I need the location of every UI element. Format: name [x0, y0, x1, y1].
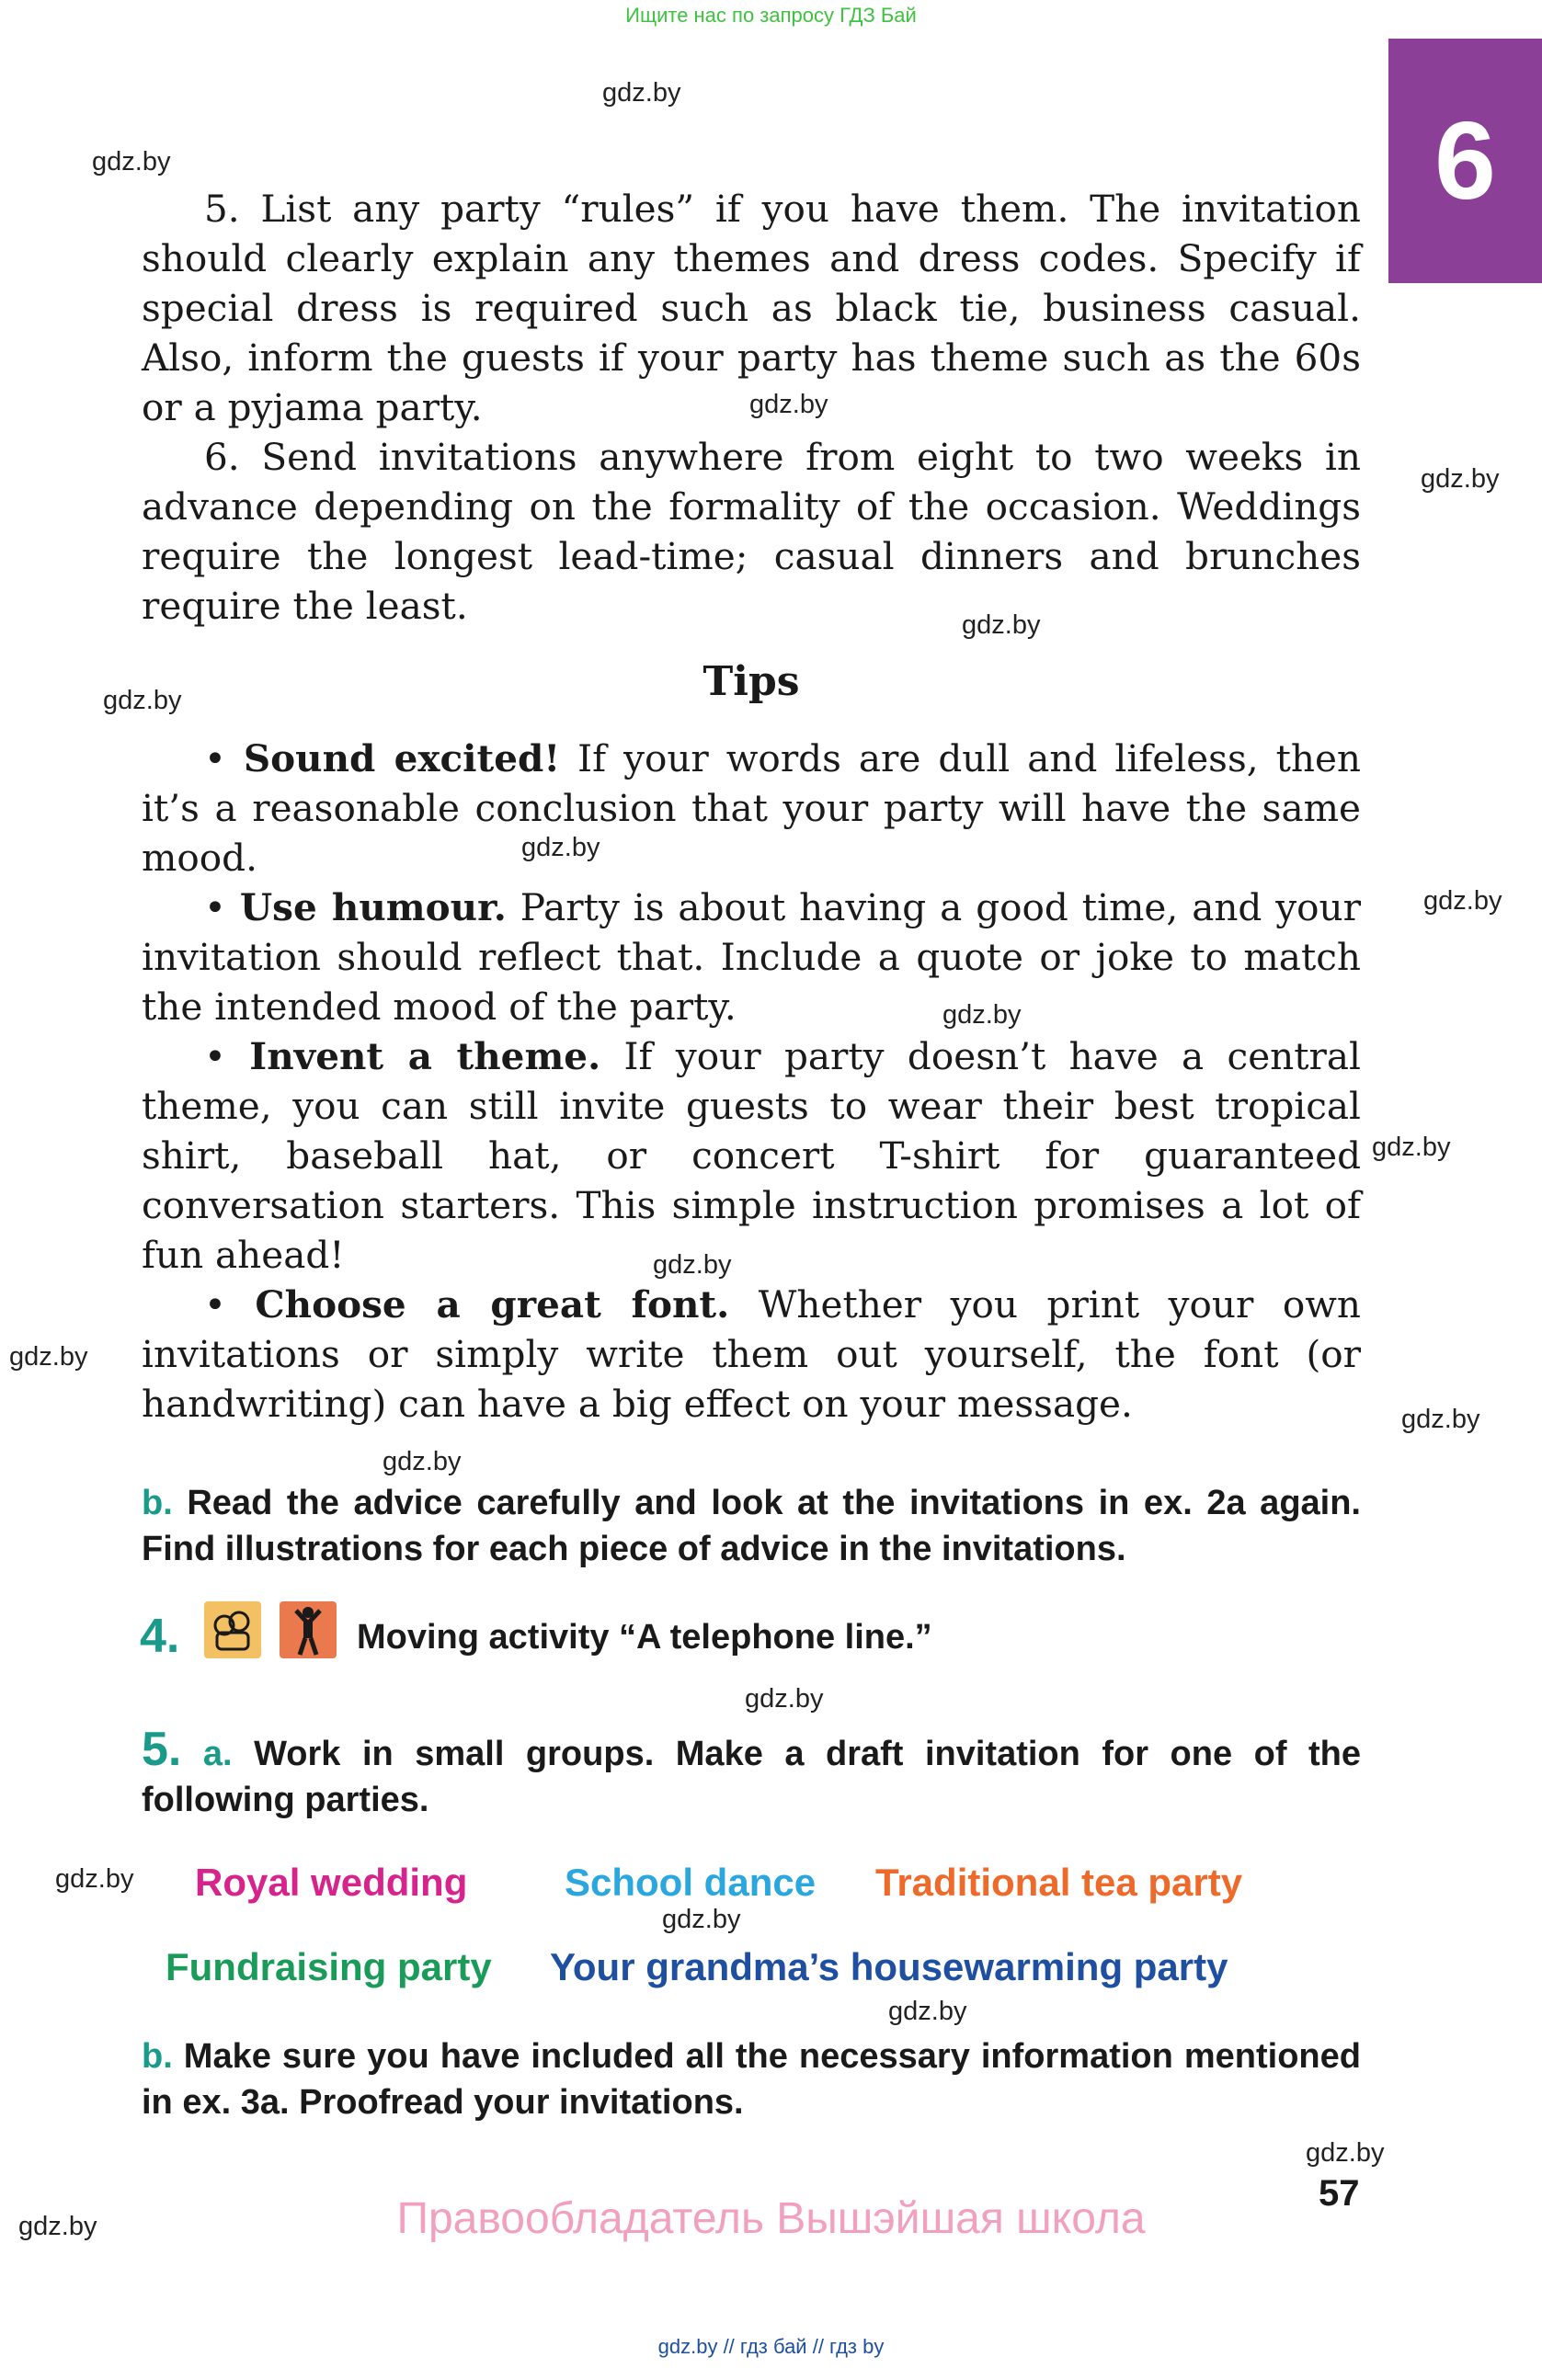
tip-item: • Use humour. Party is about having a good time, and your invitation should reflect that. Include a quote or joke to match the intended mood of the party.	[142, 885, 1361, 1029]
watermark: gdz.by	[662, 1905, 741, 1934]
watermark: gdz.by	[749, 390, 828, 419]
task-4-text: Moving activity “A telephone line.”	[357, 1618, 932, 1657]
step-6: 6. Send invitations anywhere from eight to two weeks in advance depending on the formality of the occasion. Weddings require the longest lead-time; casual dinners and brunches require the least.	[142, 435, 1361, 628]
task-letter: b.	[142, 2037, 173, 2076]
search-hint: Ищите нас по запросу ГДЗ Бай	[625, 4, 917, 27]
watermark: gdz.by	[888, 1997, 967, 2026]
tips-heading: Tips	[702, 658, 800, 705]
watermark: gdz.by	[18, 2212, 97, 2241]
watermark: gdz.by	[1306, 2138, 1385, 2168]
exercise-number: 4.	[140, 1610, 180, 1663]
chapter-tab	[1388, 39, 1542, 283]
watermark: gdz.by	[383, 1447, 462, 1476]
party-option: Royal wedding	[195, 1861, 468, 1904]
tip-item: • Choose a great font. Whether you print your own invitations or simply write them out yourself, the font (or handwriting) can have a big effect on your message.	[142, 1282, 1361, 1426]
tip-head: Sound excited!	[243, 736, 561, 780]
tip-text: Whether you print your own invitations or simply write them out yourself, the font (or handwriting) can have a big effect on your message.	[142, 1282, 1361, 1426]
tip-head: Use humour.	[239, 885, 507, 929]
moving-person-icon	[280, 1601, 337, 1658]
task-5b	[142, 2033, 1361, 2125]
tip-text: Party is about having a good time, and your invitation should reflect that. Include a quote or joke to match the intended mood of the party.	[142, 885, 1361, 1029]
watermark: gdz.by	[1401, 1405, 1480, 1434]
task-text: Work in small groups. Make a draft invitation for one of the following parties.	[142, 1735, 1362, 1819]
tip-item: • Sound excited! If your words are dull and lifeless, then it’s a reasonable conclusion that your party will have the same mood.	[142, 736, 1362, 880]
tip-head: Choose a great font.	[255, 1282, 730, 1327]
tip-head: Invent a theme.	[249, 1034, 601, 1078]
watermark: gdz.by	[745, 1684, 824, 1714]
watermark: gdz.by	[1421, 464, 1500, 494]
instruction-steps	[142, 184, 1361, 631]
watermark: gdz.by	[521, 833, 600, 862]
watermark: gdz.by	[103, 686, 182, 715]
party-option: Fundraising party	[166, 1945, 492, 1988]
task-text: Make sure you have included all the necessary information mentioned in ex. 3a. Proofread your invitations.	[142, 2037, 1361, 2122]
watermark: gdz.by	[92, 147, 171, 177]
tip-item: • Invent a theme. If your party doesn’t have a central theme, you can still invite guests to wear their best tropical shirt, baseball hat, or concert T-shirt for guaranteed conversation starters. This simple instruction promises a lot of fun ahead!	[142, 1034, 1362, 1277]
watermark: gdz.by	[942, 1000, 1022, 1030]
watermark: gdz.by	[55, 1864, 134, 1894]
task-letter: b.	[142, 1484, 173, 1522]
tips-list	[142, 734, 1361, 1429]
task-3b	[142, 1480, 1361, 1572]
chapter-number: 6	[1434, 99, 1496, 222]
group-work-icon	[204, 1601, 261, 1658]
party-option: Traditional tea party	[875, 1861, 1243, 1904]
footer-links: gdz.by // гдз бай // гдз by	[657, 2335, 885, 2358]
party-option: Your grandma’s housewarming party	[550, 1945, 1228, 1988]
watermark: gdz.by	[1423, 886, 1502, 916]
watermark: gdz.by	[1372, 1133, 1451, 1162]
watermark: gdz.by	[653, 1250, 732, 1280]
task-letter: a.	[202, 1735, 233, 1773]
watermark: gdz.by	[9, 1342, 88, 1372]
watermark: gdz.by	[602, 78, 681, 108]
task-5a	[142, 1723, 1362, 1823]
task-text: Read the advice carefully and look at the invitations in ex. 2a again. Find illustrations for each piece of advice in the invitations.	[142, 1484, 1361, 1568]
watermark: gdz.by	[962, 610, 1041, 640]
copyright-notice: Правообладатель Вышэйшая школа	[396, 2194, 1146, 2243]
page-number: 57	[1319, 2173, 1360, 2214]
step-5: 5. List any party “rules” if you have them. The invitation should clearly explain any themes and dress codes. Specify if special dress is required such as black tie, business casual. Also, inform the guests if your party has theme such as the 60s or a pyjama party.	[142, 187, 1361, 429]
exercise-number: 5.	[142, 1723, 182, 1776]
tip-text: If your words are dull and lifeless, then it’s a reasonable conclusion that your party will have the same mood.	[142, 736, 1362, 880]
party-option: School dance	[565, 1861, 817, 1904]
tip-text: If your party doesn’t have a central theme, you can still invite guests to wear their best tropical shirt, baseball hat, or concert T-shirt for guaranteed conversation starters. This simple instruction promises a lot of fun ahead!	[142, 1034, 1362, 1277]
